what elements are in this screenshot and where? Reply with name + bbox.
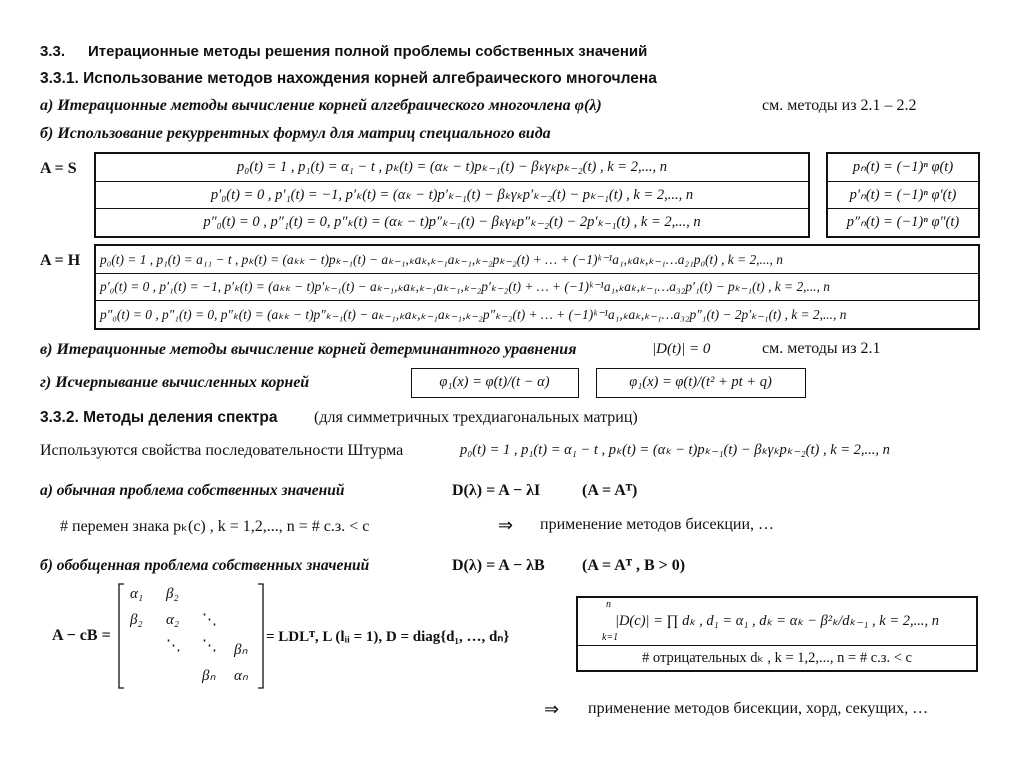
matrix-r2c2: α₂	[166, 612, 180, 628]
item-g-text: г) Исчерпывание вычисленных корней	[40, 374, 310, 391]
table-s-side-frame	[826, 152, 980, 238]
implies-arrow-2: ⇒	[544, 699, 560, 719]
item-v-text: в) Итерационные методы вычисление корней детерминантного уравнения	[40, 341, 577, 358]
table-h-frame	[94, 244, 980, 330]
determinant-formula: |D(c)| = ∏ dₖ , d₁ = α₁ , dₖ = αₖ − β²ₖ/dₖ₋₁ , k = 2,..., n	[614, 613, 940, 629]
implies-arrow-1: ⇒	[498, 515, 514, 535]
section-number: 3.3.	[40, 43, 66, 60]
problem-a-condition: (A = Aᵀ)	[582, 482, 638, 499]
label-a-equals-s: A = S	[40, 160, 77, 177]
problem-b-formula: D(λ) = A − λB	[452, 557, 545, 574]
matrix-r3c2: ⋱	[166, 638, 181, 654]
tridiagonal-matrix	[118, 582, 264, 690]
result-box	[576, 596, 978, 672]
label-a-equals-h: A = H	[40, 252, 81, 269]
table-h-row-2: p′₀(t) = 0 , p′₁(t) = −1, p′ₖ(t) = (aₖₖ − t)p′ₖ₋₁(t) − aₖ₋₁,ₖaₖ,ₖ₋₁aₖ₋₁,ₖ₋₂p′ₖ₋₂(t) + … + (−1)ᵏ⁻¹a₁,ₖaₖ,ₖ₋₁…a₃₂p′₁(t) − pₖ₋₁(t) , k = 2,..., n	[96, 274, 978, 301]
item-b-text: б) Использование рекуррентных формул для матриц специального вида	[40, 125, 551, 142]
item-a-ref: см. методы из 2.1 – 2.2	[762, 97, 917, 114]
table-s-row-3: p″₀(t) = 0 , p″₁(t) = 0, p″ₖ(t) = (αₖ − t)p″ₖ₋₁(t) − βₖγₖp″ₖ₋₂(t) − 2p′ₖ₋₁(t) , k = 2,..., n	[203, 214, 701, 230]
matrix-r3c3: ⋱	[202, 638, 217, 654]
subsection-2-note: (для симметричных трехдиагональных матриц)	[314, 409, 638, 426]
item-v-ref: см. методы из 2.1	[762, 340, 881, 357]
problem-a-formula: D(λ) = A − λI	[452, 482, 541, 499]
matrix-r2c1: β₂	[130, 612, 143, 628]
item-g-formula-1: φ₁(x) = φ(t)/(t − α)	[439, 374, 550, 390]
table-s-side-3: p″ₙ(t) = (−1)ⁿ φ″(t)	[846, 214, 960, 230]
item-v-formula: |D(t)| = 0	[652, 341, 711, 357]
table-h-row-1: p₀(t) = 1 , p₁(t) = a₁₁ − t , pₖ(t) = (aₖₖ − t)pₖ₋₁(t) − aₖ₋₁,ₖaₖ,ₖ₋₁aₖ₋₁,ₖ₋₂pₖ₋₂(t) + … + (−1)ᵏ⁻¹a₁,ₖaₖ,ₖ₋₁…a₂₁p₀(t) , k = 2,..., n	[96, 246, 978, 274]
problem-a-result: применение методов бисекции, …	[540, 516, 775, 533]
matrix-lhs: A − cB =	[52, 627, 111, 644]
table-s-row-2: p′₀(t) = 0 , p′₁(t) = −1, p′ₖ(t) = (αₖ − t)p′ₖ₋₁(t) − βₖγₖp′ₖ₋₂(t) − pₖ₋₁(t) , k = 2,..., n	[96, 182, 808, 209]
matrix-r4c3: βₙ	[202, 668, 216, 684]
table-s-frame	[94, 152, 810, 238]
problem-b-condition: (A = Aᵀ , B > 0)	[582, 557, 686, 574]
table-h-row-3: p″₀(t) = 0 , p″₁(t) = 0, p″ₖ(t) = (aₖₖ − t)p″ₖ₋₁(t) − aₖ₋₁,ₖaₖ,ₖ₋₁aₖ₋₁,ₖ₋₂p″ₖ₋₂(t) + … + (−1)ᵏ⁻¹a₁,ₖaₖ,ₖ₋₁…a₃₂p″₁(t) − 2p′ₖ₋₁(t) , k = 2,..., n	[100, 306, 847, 322]
problem-a-text: а) обычная проблема собственных значений	[40, 482, 345, 499]
matrix-r1c1: α₁	[130, 586, 144, 602]
matrix-r2c3: ⋱	[202, 612, 217, 628]
item-a-text: а) Итерационные методы вычисление корней алгебраического многочлена φ(λ)	[40, 97, 602, 114]
product-lower-limit: k=1	[602, 632, 619, 643]
problem-b-text: б) обобщенная проблема собственных значений	[40, 557, 370, 574]
matrix-r3c4: βₙ	[234, 642, 248, 658]
section-title: Итерационные методы решения полной проблемы собственных значений	[88, 43, 648, 60]
item-g-box-2	[596, 368, 806, 398]
matrix-r4c4: αₙ	[234, 668, 248, 684]
problem-a-count: # перемен знака pₖ(c) , k = 1,2,..., n = # с.з. < c	[60, 518, 370, 535]
table-s-side-2: p′ₙ(t) = (−1)ⁿ φ′(t)	[828, 182, 978, 209]
matrix-r1c2: β₂	[166, 586, 179, 602]
sturm-formula: p₀(t) = 1 , p₁(t) = α₁ − t , pₖ(t) = (αₖ − t)pₖ₋₁(t) − βₖγₖpₖ₋₂(t) , k = 2,..., n	[460, 442, 890, 458]
item-g-formula-2: φ₁(x) = φ(t)/(t² + pt + q)	[629, 374, 772, 390]
problem-b-result: применение методов бисекции, хорд, секущих, …	[588, 700, 929, 717]
table-s-row-1: p₀(t) = 1 , p₁(t) = α₁ − t , pₖ(t) = (αₖ − t)pₖ₋₁(t) − βₖγₖpₖ₋₂(t) , k = 2,..., n	[96, 154, 808, 182]
subsection-1-title: 3.3.1. Использование методов нахождения корней алгебраического многочлена	[40, 70, 657, 87]
subsection-2-title: 3.3.2. Методы деления спектра	[40, 409, 278, 426]
result-box-determinant	[578, 598, 976, 646]
matrix-rhs: = LDLᵀ, L (lᵢᵢ = 1), D = diag{d₁, …, dₙ}	[266, 629, 510, 645]
product-upper-limit: n	[606, 599, 611, 610]
sturm-text: Используются свойства последовательности Штурма	[40, 442, 404, 459]
result-box-count: # отрицательных dₖ , k = 1,2,..., n = # с.з. < c	[642, 649, 912, 666]
item-g-box-1	[411, 368, 579, 398]
table-s-side-1: pₙ(t) = (−1)ⁿ φ(t)	[828, 154, 978, 182]
